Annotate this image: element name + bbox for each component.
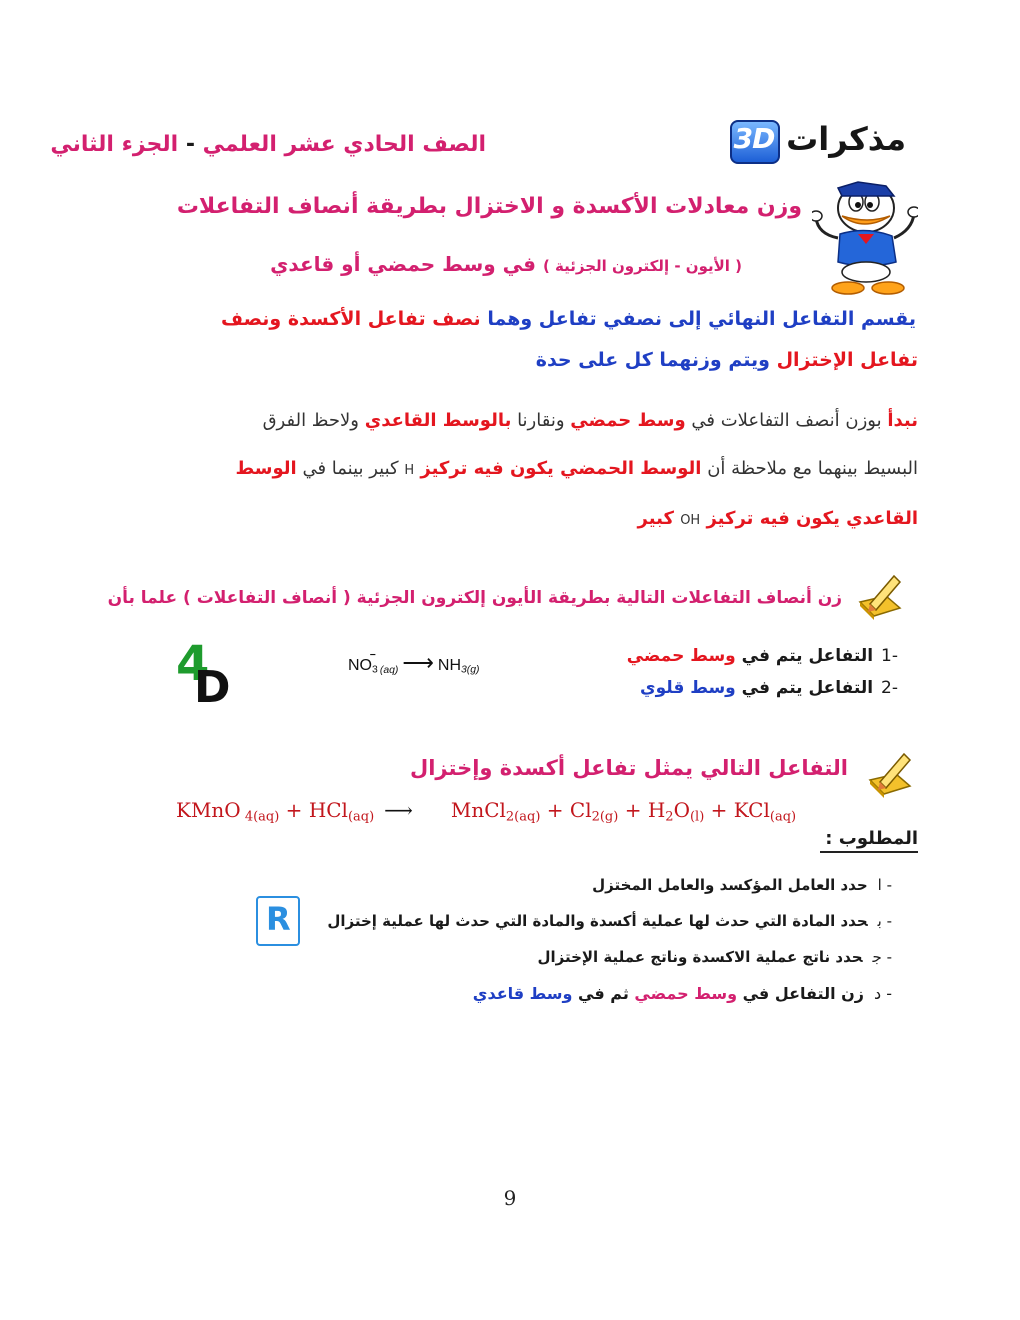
intro-line-1 <box>160 308 916 330</box>
exercise1-item-1 <box>620 646 898 666</box>
subtitle-electron: إلكترون الجزئية <box>555 257 670 275</box>
no3-charge: − <box>369 650 376 662</box>
kcl-formula: KCl <box>733 798 770 822</box>
intro-line-1-highlight: نصف تفاعل الأكسدة ونصف <box>220 308 481 330</box>
question-1-number: - ا <box>877 876 892 894</box>
exercise2-title: التفاعل التالي يمثل تفاعل أكسدة وإختزال <box>410 756 848 780</box>
question-3-number: - ج <box>872 948 892 966</box>
reaction-arrow: ⟶ <box>402 650 434 675</box>
question-4-basic: وسط قاعدي <box>472 984 573 1003</box>
item-2-text: التفاعل يتم في <box>735 678 874 698</box>
cl2-formula: Cl <box>569 798 592 822</box>
explain-large: كبير <box>637 508 681 529</box>
h2o-formula-h: H <box>647 798 666 822</box>
explain-acidic-medium: الوسط الحمضي يكون فيه تركيز <box>414 458 702 479</box>
plus-4: + <box>704 798 734 822</box>
hcl-formula: HCl <box>308 798 348 822</box>
question-4-then: ثم في <box>572 984 635 1003</box>
explain-acidic: وسط حمضي <box>570 410 686 431</box>
h2o-state: (l) <box>689 809 705 825</box>
explain-basic: بالوسط القاعدي <box>364 410 512 431</box>
exercise1-title: زن أنصاف التفاعلات التالية بطريقة الأيون إلكترون الجزئية ( أنصاف التفاعلات ) علما بأن <box>107 588 842 608</box>
plus-3: + <box>618 798 648 822</box>
no3-sub: 3 <box>372 664 378 676</box>
page-number: 9 <box>503 1186 517 1210</box>
grade-separator: - <box>178 132 203 157</box>
nh3-sub: 3(g) <box>461 664 480 676</box>
part-label: الجزء الثاني <box>50 132 179 157</box>
brand-logo <box>728 118 908 170</box>
explain-oh-ion: OH <box>680 513 701 528</box>
no3-state: (aq) <box>379 664 399 676</box>
item-1-number: -1 <box>881 646 898 666</box>
subtitle-dash: - <box>669 257 686 275</box>
question-2-text: حدد المادة التي حدث لها عملية أكسدة والمادة التي حدث لها عملية إختزال <box>327 912 868 930</box>
explain-line-2 <box>140 458 918 479</box>
explain-notice: ولاحظ الفرق <box>262 410 365 431</box>
explain-line-1-text: بوزن أنصف التفاعلات في <box>685 410 888 431</box>
pencil-note-icon-2 <box>866 750 914 798</box>
r-logo-letter: R <box>266 900 291 938</box>
full-reaction-equation <box>176 798 876 824</box>
question-2-number: - ب <box>877 912 892 930</box>
4d-logo-4: 4 <box>176 636 210 692</box>
explain-while: كبير بينما في <box>296 458 405 479</box>
pencil-note-icon <box>856 572 904 620</box>
page-title: وزن معادلات الأكسدة و الاختزال بطريقة أنصاف التفاعلات <box>176 194 802 219</box>
kcl-sub: (aq) <box>769 809 797 825</box>
explain-h-ion: H <box>404 463 415 478</box>
brand-text: مذكرات <box>786 120 906 158</box>
intro-line-2 <box>400 349 918 371</box>
subtitle-close-paren: ) <box>542 257 556 275</box>
item-2-number: -2 <box>881 678 898 698</box>
question-3 <box>500 948 892 966</box>
grade-part-header <box>50 132 486 157</box>
subtitle-open-paren: ( <box>729 257 742 275</box>
required-label: المطلوب : <box>820 828 918 853</box>
hcl-sub: (aq) <box>347 809 375 825</box>
cl2-sub: 2(g) <box>591 809 619 825</box>
subtitle-ion: الأيون <box>685 257 730 275</box>
h2o-formula-o: O <box>673 798 690 822</box>
r-logo <box>256 896 300 946</box>
question-2 <box>327 912 892 930</box>
4d-logo-d: D <box>194 662 231 713</box>
h2o-sub-2: 2 <box>665 809 674 825</box>
plus-1: + <box>279 798 309 822</box>
explain-line-3 <box>560 508 918 529</box>
intro-line-2-text: ويتم وزنهما كل على حدة <box>535 349 777 371</box>
subtitle-medium: في وسط حمضي أو قاعدي <box>270 252 543 276</box>
mncl2-formula: MnCl <box>450 798 506 822</box>
item-2-medium: وسط قلوي <box>640 678 736 698</box>
explain-line-1 <box>150 410 918 431</box>
half-reaction-equation <box>348 650 568 676</box>
reaction-arrow-2: ⟶ <box>384 798 413 822</box>
question-4-number: - د <box>874 984 892 1003</box>
mncl2-sub: 2(aq) <box>505 809 541 825</box>
explain-compare: ونقارنا <box>511 410 571 431</box>
question-3-text: حدد ناتج عملية الاكسدة وناتج عملية الإختزال <box>537 948 863 966</box>
kmno4-formula: KMnO <box>176 798 241 822</box>
explain-medium-word: الوسط <box>235 458 297 479</box>
brand-badge-text: 3D <box>733 122 775 155</box>
nh3-formula: NH <box>437 657 461 674</box>
item-1-text: التفاعل يتم في <box>735 646 874 666</box>
intro-line-2-highlight: تفاعل الإختزال <box>776 349 918 371</box>
question-1-text: حدد العامل المؤكسد والعامل المختزل <box>592 876 868 894</box>
question-4-text: زن التفاعل في <box>737 984 865 1003</box>
item-1-medium: وسط حمضي <box>626 646 736 666</box>
question-1 <box>500 876 892 894</box>
cartoon-duck-image <box>812 178 918 296</box>
exercise1-item-2 <box>620 678 898 698</box>
explain-line-2-text: البسيط بينهما مع ملاحظة أن <box>701 458 918 479</box>
kmno4-sub: 4(aq) <box>240 809 280 825</box>
grade-label: الصف الحادي عشر العلمي <box>202 132 486 157</box>
question-4 <box>472 984 892 1003</box>
plus-2: + <box>540 798 570 822</box>
4d-logo <box>176 636 236 713</box>
intro-line-1-text: يقسم التفاعل النهائي إلى نصفي تفاعل وهما <box>480 308 916 330</box>
no3-formula: NO <box>348 657 372 674</box>
explain-start-word: نبدأ <box>887 410 918 431</box>
page-subtitle <box>270 252 742 276</box>
explain-line-3-text: القاعدي يكون فيه تركيز <box>700 508 918 529</box>
question-4-acidic: وسط حمضي <box>634 984 738 1003</box>
